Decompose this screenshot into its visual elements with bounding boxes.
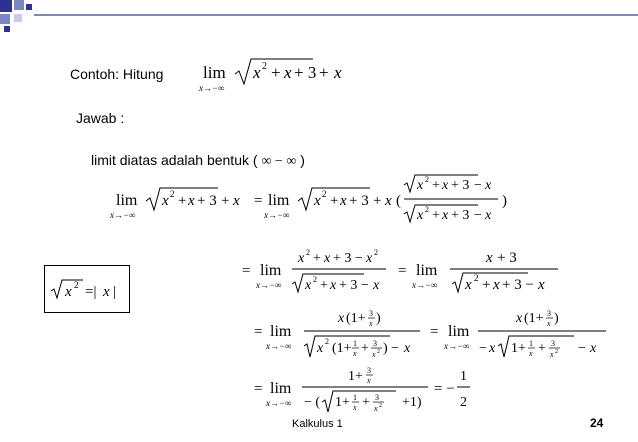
svg-text:2: 2: [425, 205, 429, 214]
svg-text:x: x: [367, 376, 371, 385]
svg-text:=|: =|: [85, 284, 97, 300]
note-close: ): [300, 152, 305, 168]
svg-text:3: 3: [547, 309, 551, 318]
svg-text:x: x: [314, 193, 321, 209]
svg-text:+: +: [373, 193, 382, 209]
svg-text:2: 2: [460, 395, 467, 410]
svg-text:lim: lim: [116, 192, 138, 209]
svg-text:x: x: [369, 319, 373, 328]
svg-text:−: −: [479, 341, 487, 356]
svg-text:x: x: [366, 251, 373, 266]
svg-text:x: x: [353, 349, 357, 358]
svg-text:x: x: [489, 341, 496, 356]
svg-text:lim: lim: [268, 192, 290, 209]
page-number: 24: [590, 416, 604, 430]
svg-text:x: x: [442, 208, 449, 223]
svg-text:2: 2: [474, 273, 479, 283]
svg-text:+: +: [313, 251, 321, 266]
svg-text:=: =: [430, 324, 439, 340]
svg-text:x: x: [417, 208, 424, 223]
identity-formula: [45, 266, 129, 312]
svg-text:1+: 1+: [511, 341, 526, 356]
svg-text:x→−∞: x→−∞: [199, 83, 225, 93]
svg-text:+: +: [178, 193, 187, 209]
svg-text:+: +: [432, 178, 440, 193]
svg-text:x: x: [188, 193, 195, 209]
svg-text:): ): [502, 193, 507, 209]
svg-text:x: x: [253, 63, 261, 82]
svg-text:+: +: [482, 277, 491, 293]
svg-text:2: 2: [170, 189, 175, 199]
svg-text:x: x: [516, 311, 523, 326]
svg-text:x: x: [547, 319, 551, 328]
svg-text:x: x: [298, 251, 305, 266]
deco-square: [26, 4, 32, 10]
note-line: [91, 152, 305, 170]
deco-square: [0, 0, 12, 12]
svg-text:|: |: [113, 284, 117, 300]
solution-line-1: [108, 172, 528, 228]
svg-text:2: 2: [325, 337, 329, 346]
deco-square: [0, 14, 10, 24]
svg-text:1: 1: [353, 339, 357, 348]
example-label: Contoh: Hitung: [70, 66, 164, 82]
example-expression: [195, 54, 360, 96]
svg-text:x: x: [485, 208, 492, 223]
footer-title: Kalkulus 1: [292, 418, 343, 430]
solution-line-4: [252, 362, 492, 422]
svg-text:): ): [554, 311, 559, 326]
svg-text:) −: ) −: [383, 341, 400, 356]
svg-text:x→−∞: x→−∞: [266, 341, 292, 351]
svg-text:=: =: [242, 263, 251, 279]
svg-text:(1+: (1+: [346, 311, 366, 326]
svg-text:+ 3 −: + 3 −: [502, 277, 534, 293]
svg-text:+ 3: + 3: [451, 178, 470, 193]
svg-text:x: x: [374, 404, 378, 413]
svg-text:+ 3: + 3: [197, 193, 217, 209]
svg-text:x: x: [340, 193, 347, 209]
header-rule: [34, 14, 638, 16]
svg-text:= −: = −: [434, 381, 455, 397]
svg-text:lim: lim: [416, 262, 438, 279]
svg-text:x: x: [162, 193, 169, 209]
svg-text:x: x: [529, 349, 533, 358]
svg-text:(: (: [396, 193, 401, 209]
svg-text:+: +: [271, 63, 281, 82]
svg-text:x: x: [372, 350, 376, 359]
svg-text:+ 3: + 3: [451, 208, 470, 223]
svg-text:): ): [376, 311, 381, 326]
svg-text:2: 2: [322, 189, 327, 199]
svg-text:x: x: [385, 193, 392, 209]
svg-text:1+: 1+: [335, 395, 350, 410]
svg-text:2: 2: [313, 275, 317, 284]
svg-text:3: 3: [375, 393, 379, 402]
svg-text:x: x: [65, 284, 72, 300]
svg-text:x: x: [353, 403, 357, 412]
svg-text:2: 2: [379, 403, 382, 409]
svg-text:+ 3 −: + 3 −: [333, 251, 363, 266]
deco-square: [14, 0, 24, 10]
svg-text:+: +: [221, 193, 230, 209]
svg-text:x: x: [334, 63, 342, 82]
svg-text:+1): +1): [402, 395, 422, 410]
svg-text:lim: lim: [270, 323, 292, 340]
svg-text:+ 3: + 3: [349, 193, 369, 209]
svg-text:x→−∞: x→−∞: [412, 280, 438, 290]
svg-text:x: x: [493, 277, 500, 293]
svg-text:x: x: [485, 178, 492, 193]
svg-text:lim: lim: [270, 380, 292, 397]
svg-text:−: −: [474, 208, 482, 223]
svg-text:lim: lim: [203, 63, 226, 82]
deco-square: [4, 26, 10, 32]
svg-text:3: 3: [369, 309, 373, 318]
svg-text:x→−∞: x→−∞: [444, 341, 470, 351]
svg-text:=: =: [398, 263, 407, 279]
svg-text:1: 1: [460, 369, 467, 384]
svg-text:3: 3: [373, 339, 377, 348]
svg-text:x: x: [330, 278, 337, 293]
svg-text:=: =: [254, 381, 263, 397]
svg-text:=: =: [254, 324, 263, 340]
solution-line-2: [240, 244, 570, 300]
svg-text:+: +: [320, 278, 328, 293]
deco-square: [14, 14, 22, 22]
svg-text:x: x: [317, 341, 324, 356]
svg-text:x→−∞: x→−∞: [266, 398, 292, 408]
svg-text:x: x: [373, 278, 380, 293]
svg-text:−: −: [578, 341, 586, 356]
svg-text:+: +: [538, 341, 546, 356]
svg-text:1: 1: [529, 339, 533, 348]
svg-text:lim: lim: [260, 262, 282, 279]
svg-text:2: 2: [555, 349, 558, 355]
svg-text:2: 2: [377, 349, 380, 355]
svg-text:+: +: [330, 193, 339, 209]
svg-text:+: +: [361, 341, 369, 356]
svg-text:x: x: [324, 251, 331, 266]
svg-text:x: x: [284, 63, 292, 82]
svg-text:+ 3: + 3: [497, 250, 517, 266]
svg-text:2: 2: [374, 248, 378, 257]
svg-text:+: +: [432, 208, 440, 223]
svg-text:x: x: [442, 178, 449, 193]
svg-text:2: 2: [425, 175, 429, 184]
svg-text:x: x: [103, 284, 110, 300]
indeterminate-form: ∞ − ∞: [261, 154, 297, 169]
svg-text:x: x: [233, 193, 240, 209]
svg-text:−: −: [474, 178, 482, 193]
svg-text:x: x: [417, 178, 424, 193]
svg-text:+ 3 −: + 3 −: [339, 278, 369, 293]
svg-text:2: 2: [262, 61, 267, 72]
svg-text:x: x: [486, 250, 493, 266]
svg-text:x→−∞: x→−∞: [256, 280, 282, 290]
svg-text:x: x: [404, 341, 411, 356]
svg-text:+: +: [319, 63, 329, 82]
svg-text:x: x: [538, 277, 545, 293]
svg-text:x: x: [590, 341, 597, 356]
svg-text:1+: 1+: [348, 369, 363, 384]
svg-text:2: 2: [306, 248, 310, 257]
solution-line-3: [252, 304, 612, 364]
svg-text:3: 3: [367, 366, 371, 375]
svg-text:x→−∞: x→−∞: [264, 210, 290, 220]
svg-text:=: =: [254, 193, 263, 209]
svg-text:+ 3: + 3: [294, 63, 317, 82]
svg-text:+: +: [362, 395, 370, 410]
identity-box: [44, 265, 130, 313]
svg-text:− (: − (: [304, 395, 321, 410]
svg-text:x: x: [338, 311, 345, 326]
svg-text:lim: lim: [448, 323, 470, 340]
svg-text:3: 3: [551, 339, 555, 348]
svg-text:x→−∞: x→−∞: [110, 210, 136, 220]
note-text: limit diatas adalah bentuk (: [91, 152, 258, 168]
svg-text:x: x: [305, 278, 312, 293]
answer-label: Jawab :: [76, 110, 125, 126]
svg-text:2: 2: [74, 280, 79, 290]
svg-text:x: x: [465, 277, 472, 293]
svg-text:x: x: [550, 350, 554, 359]
svg-text:(1+: (1+: [332, 341, 352, 356]
svg-text:(1+: (1+: [524, 311, 544, 326]
svg-text:1: 1: [353, 393, 357, 402]
